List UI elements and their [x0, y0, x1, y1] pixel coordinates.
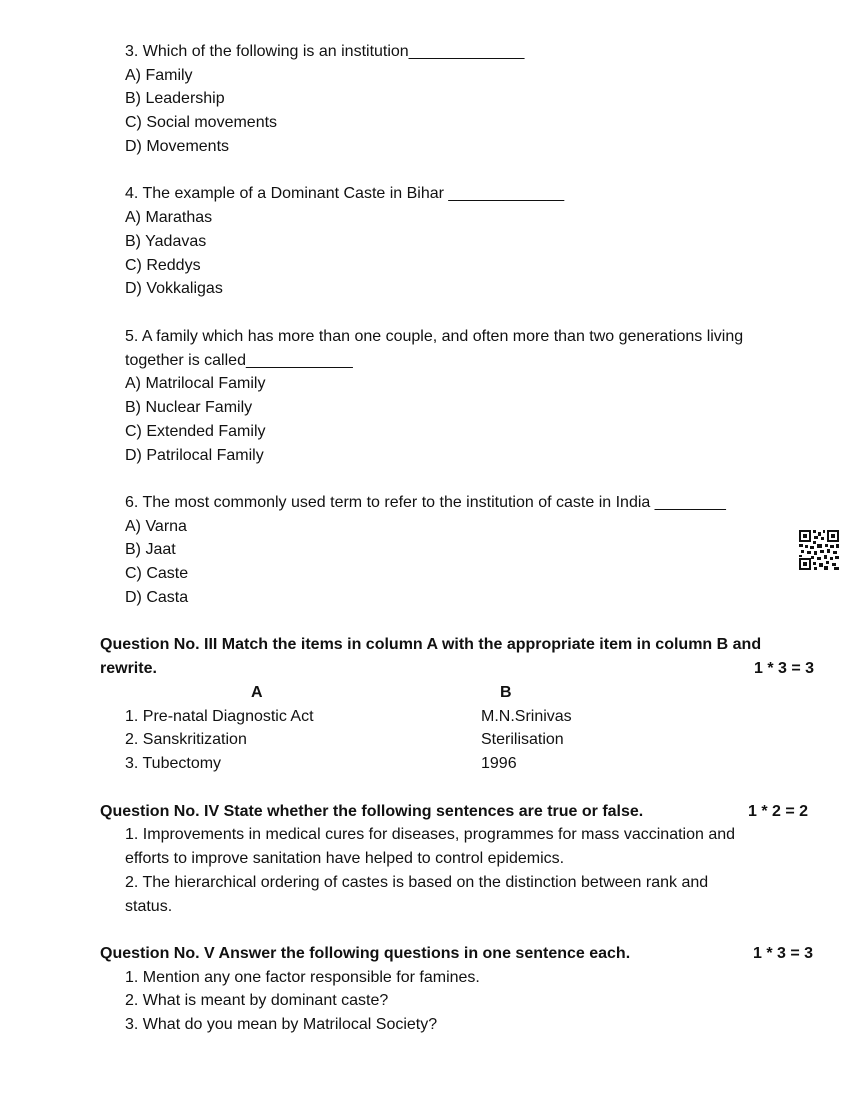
q3-option-d: D) Movements: [125, 138, 230, 155]
true-false-2-line-1: 2. The hierarchical ordering of castes is based on the distinction between rank and: [125, 874, 709, 891]
q5-option-c: C) Extended Family: [125, 423, 266, 440]
section-3-heading-cont: rewrite.: [100, 660, 157, 677]
match-item-b-2: Sterilisation: [481, 731, 564, 748]
section-5-marks: 1 * 3 = 3: [753, 945, 814, 962]
section-3-heading: Question No. III Match the items in column A with the appropriate item in column B and: [100, 636, 762, 653]
question-5-line-2: together is called____________: [125, 352, 353, 369]
q6-option-c: C) Caste: [125, 565, 189, 582]
match-item-a-2: 2. Sanskritization: [125, 731, 247, 748]
q6-option-b: B) Jaat: [125, 541, 176, 558]
q3-option-a: A) Family: [125, 67, 193, 84]
qr-code-icon: [799, 530, 839, 570]
short-answer-1: 1. Mention any one factor responsible for famines.: [125, 969, 480, 986]
q4-option-c: C) Reddys: [125, 257, 201, 274]
question-3: 3. Which of the following is an institution_____________: [125, 43, 525, 60]
section-3-marks: 1 * 3 = 3: [754, 660, 815, 677]
q6-option-d: D) Casta: [125, 589, 189, 606]
q3-option-c: C) Social movements: [125, 114, 278, 131]
column-b-header: B: [500, 684, 512, 701]
short-answer-2: 2. What is meant by dominant caste?: [125, 992, 389, 1009]
q4-option-a: A) Marathas: [125, 209, 213, 226]
match-item-b-1: M.N.Srinivas: [481, 708, 572, 725]
column-a-header: A: [251, 684, 263, 701]
true-false-2-line-2: status.: [125, 898, 173, 915]
q6-option-a: A) Varna: [125, 518, 187, 535]
section-4-heading: Question No. IV State whether the following sentences are true or false.: [100, 803, 644, 820]
match-item-b-3: 1996: [481, 755, 517, 772]
question-5-line-1: 5. A family which has more than one couple, and often more than two generations living: [125, 328, 744, 345]
q5-option-b: B) Nuclear Family: [125, 399, 253, 416]
q4-option-d: D) Vokkaligas: [125, 280, 223, 297]
short-answer-3: 3. What do you mean by Matrilocal Society?: [125, 1016, 438, 1033]
match-item-a-3: 3. Tubectomy: [125, 755, 222, 772]
question-4: 4. The example of a Dominant Caste in Bihar _____________: [125, 185, 565, 202]
section-5-heading: Question No. V Answer the following questions in one sentence each.: [100, 945, 631, 962]
q4-option-b: B) Yadavas: [125, 233, 207, 250]
section-4-marks: 1 * 2 = 2: [748, 803, 809, 820]
question-6: 6. The most commonly used term to refer to the institution of caste in India ________: [125, 494, 726, 511]
q3-option-b: B) Leadership: [125, 90, 225, 107]
true-false-1-line-2: efforts to improve sanitation have helped to control epidemics.: [125, 850, 565, 867]
q5-option-a: A) Matrilocal Family: [125, 375, 266, 392]
match-item-a-1: 1. Pre-natal Diagnostic Act: [125, 708, 314, 725]
q5-option-d: D) Patrilocal Family: [125, 447, 264, 464]
true-false-1-line-1: 1. Improvements in medical cures for diseases, programmes for mass vaccination and: [125, 826, 736, 843]
